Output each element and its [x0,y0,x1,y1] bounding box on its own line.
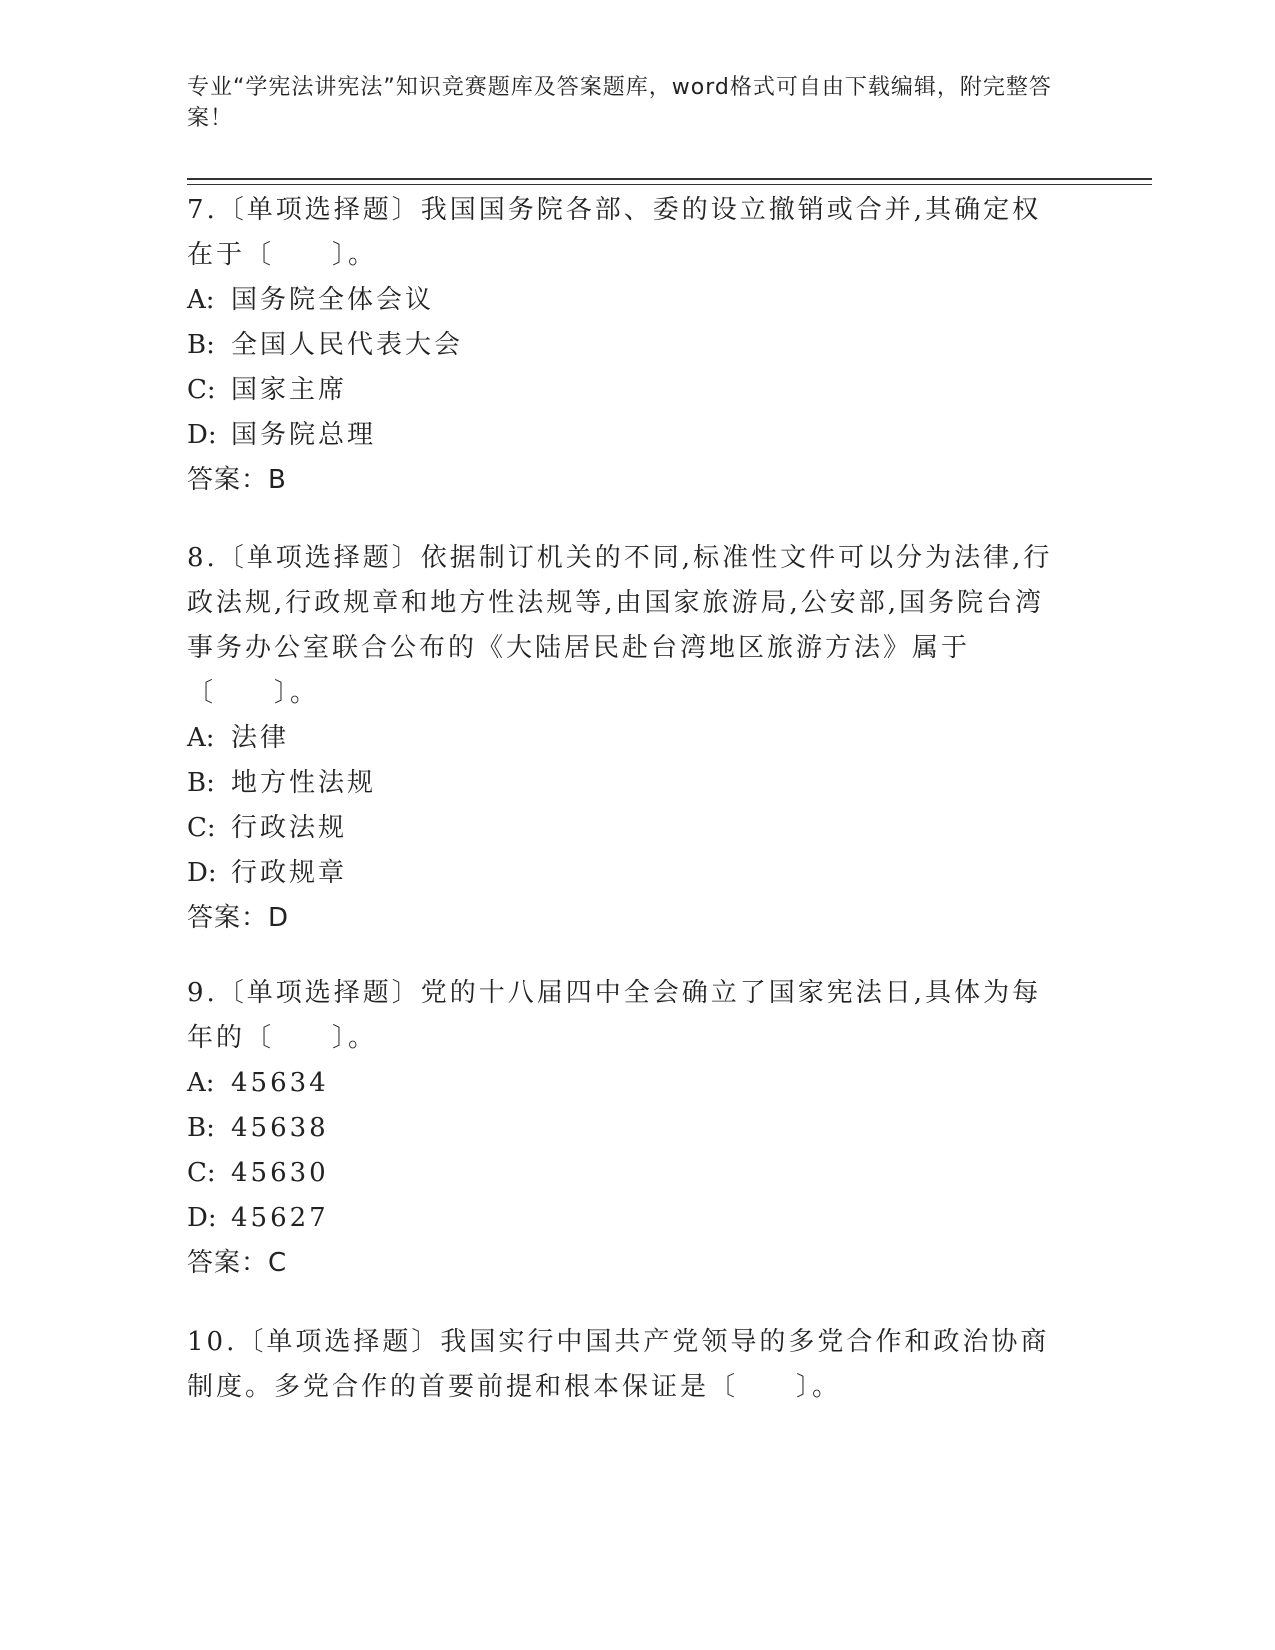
option-label: D: [187,858,217,888]
document-header: 专业“学宪法讲宪法”知识竞赛题库及答案题库，word格式可自由下载编辑，附完整答案！ [187,75,1052,131]
option-label: A: [187,723,215,753]
option-text: 45627 [231,1203,329,1233]
answer: 答案：D [187,903,290,933]
option-b [187,1106,1067,1151]
option-label: C: [187,813,216,843]
option-a [187,716,1067,761]
option-d [187,413,1067,458]
option-text: 45638 [231,1113,329,1143]
option-text: 45630 [231,1158,329,1188]
answer: 答案：C [187,1248,288,1278]
question-8 [187,536,1067,941]
option-text: 行政法规 [231,813,348,843]
question-stem: 9.〔单项选择题〕党的十八届四中全会确立了国家宪法日,具体为每年的〔 〕。 [187,978,1042,1053]
option-d [187,851,1067,896]
option-label: D: [187,1203,217,1233]
option-text: 国务院全体会议 [231,285,435,315]
answer: 答案：B [187,465,287,495]
question-stem: 7.〔单项选择题〕我国国务院各部、委的设立撤销或合并,其确定权在于〔 〕。 [187,195,1042,270]
header-divider-thick [187,178,1152,180]
header-divider-thin [187,184,1152,185]
option-label: C: [187,1158,216,1188]
option-label: A: [187,1068,215,1098]
question-10 [187,1320,1067,1410]
option-a [187,278,1067,323]
option-text: 国务院总理 [231,420,377,450]
option-c [187,1151,1067,1196]
question-stem: 10.〔单项选择题〕我国实行中国共产党领导的多党合作和政治协商制度。多党合作的首要前提和根本保证是〔 〕。 [187,1327,1050,1402]
option-text: 行政规章 [231,858,348,888]
option-text: 法律 [231,723,290,753]
option-label: D: [187,420,217,450]
option-b [187,323,1067,368]
option-a [187,1061,1067,1106]
question-7 [187,188,1067,503]
option-text: 地方性法规 [231,768,377,798]
option-label: B: [187,330,215,360]
option-text: 国家主席 [231,375,348,405]
option-d [187,1196,1067,1241]
option-c [187,368,1067,413]
question-9 [187,971,1067,1286]
question-stem: 8.〔单项选择题〕依据制订机关的不同,标准性文件可以分为法律,行政法规,行政规章和地方性法规等,由国家旅游局,公安部,国务院台湾事务办公室联合公布的《大陆居民赴台湾地区旅游方法》属于〔 〕。 [187,543,1053,708]
option-b [187,761,1067,806]
option-label: C: [187,375,216,405]
option-text: 全国人民代表大会 [231,330,464,360]
option-text: 45634 [231,1068,329,1098]
option-label: B: [187,1113,215,1143]
option-label: A: [187,285,215,315]
option-label: B: [187,768,215,798]
option-c [187,806,1067,851]
